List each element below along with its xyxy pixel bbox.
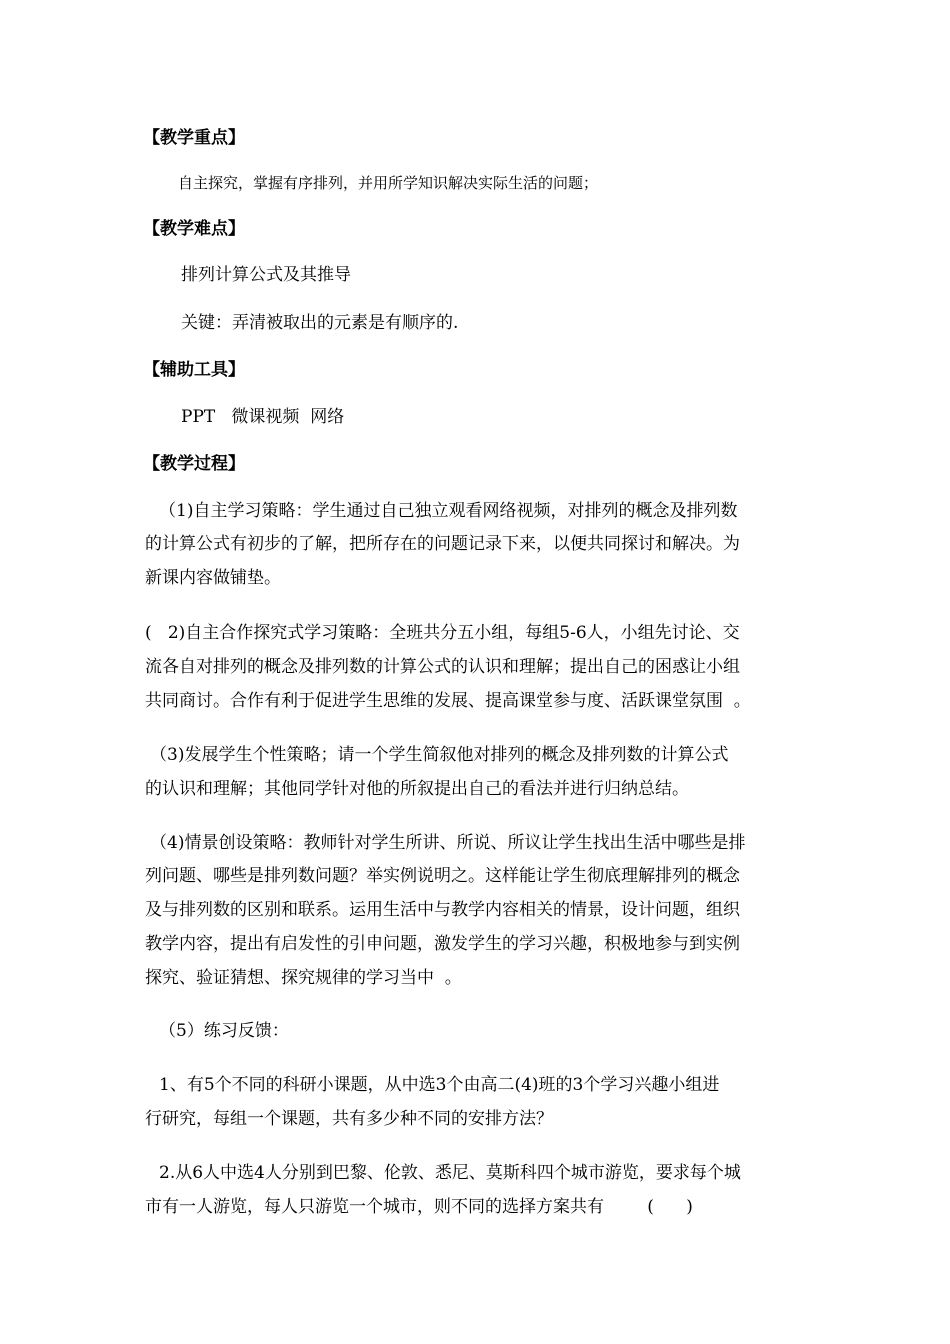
question-1-line-2: 行研究，每组一个课题，共有多少种不同的安排方法？	[145, 1109, 553, 1129]
process-p4-line-4: 教学内容，提出有启发性的引申问题，激发学生的学习兴趣，积极地参与到实例	[145, 934, 740, 954]
difficulty-text-1: 排列计算公式及其推导	[181, 265, 351, 285]
heading-difficulty: 【教学难点】	[143, 219, 245, 239]
difficulty-text-2: 关键：弄清被取出的元素是有顺序的.	[181, 313, 459, 333]
process-p3-line-1: （3)发展学生个性策略；请一个学生简叙他对排列的概念及排列数的计算公式	[150, 745, 729, 765]
heading-tools: 【辅助工具】	[143, 360, 245, 380]
process-p4-line-3: 及与排列数的区别和联系。运用生活中与教学内容相关的情景，设计问题，组织	[145, 900, 740, 920]
question-1-line-1: 1、有5个不同的科研小课题，从中选3个由高二(4)班的3个学习兴趣小组进	[159, 1075, 720, 1095]
process-p1-line-1: （1)自主学习策略：学生通过自己独立观看网络视频，对排列的概念及排列数	[159, 501, 738, 521]
focus-text: 自主探究，掌握有序排列，并用所学知识解决实际生活的问题；	[178, 174, 599, 192]
question-2-line-2: 市有一人游览，每人只游览一个城市，则不同的选择方案共有 ( )	[145, 1197, 693, 1217]
process-p2-line-3: 共同商讨。合作有利于促进学生思维的发展、提高课堂参与度、活跃课堂氛围 。	[145, 691, 751, 711]
process-p4-line-5: 探究、验证猜想、探究规律的学习当中 。	[145, 968, 462, 988]
tools-text: PPT 微课视频 网络	[181, 407, 345, 427]
process-p3-line-2: 的认识和理解；其他同学针对他的所叙提出自己的看法并进行归纳总结。	[145, 779, 689, 799]
process-p1-line-2: 的计算公式有初步的了解，把所存在的问题记录下来，以便共同探讨和解决。为	[145, 534, 740, 554]
process-p4-line-1: （4)情景创设策略：教师针对学生所讲、所说、所议让学生找出生活中哪些是排	[150, 833, 746, 853]
process-p4-line-2: 列问题、哪些是排列数问题？举实例说明之。这样能让学生彻底理解排列的概念	[145, 866, 740, 886]
process-p5: （5）练习反馈：	[159, 1021, 289, 1041]
process-p2-line-2: 流各自对排列的概念及排列数的计算公式的认识和理解；提出自己的困惑让小组	[145, 657, 740, 677]
question-2-line-1: 2.从6人中选4人分别到巴黎、伦敦、悉尼、莫斯科四个城市游览，要求每个城	[159, 1163, 741, 1183]
heading-process: 【教学过程】	[143, 454, 245, 474]
heading-focus: 【教学重点】	[143, 128, 245, 148]
process-p2-line-1: ( 2)自主合作探究式学习策略：全班共分五小组，每组5-6人，小组先讨论、交	[145, 623, 740, 643]
process-p1-line-3: 新课内容做铺垫。	[145, 568, 281, 588]
